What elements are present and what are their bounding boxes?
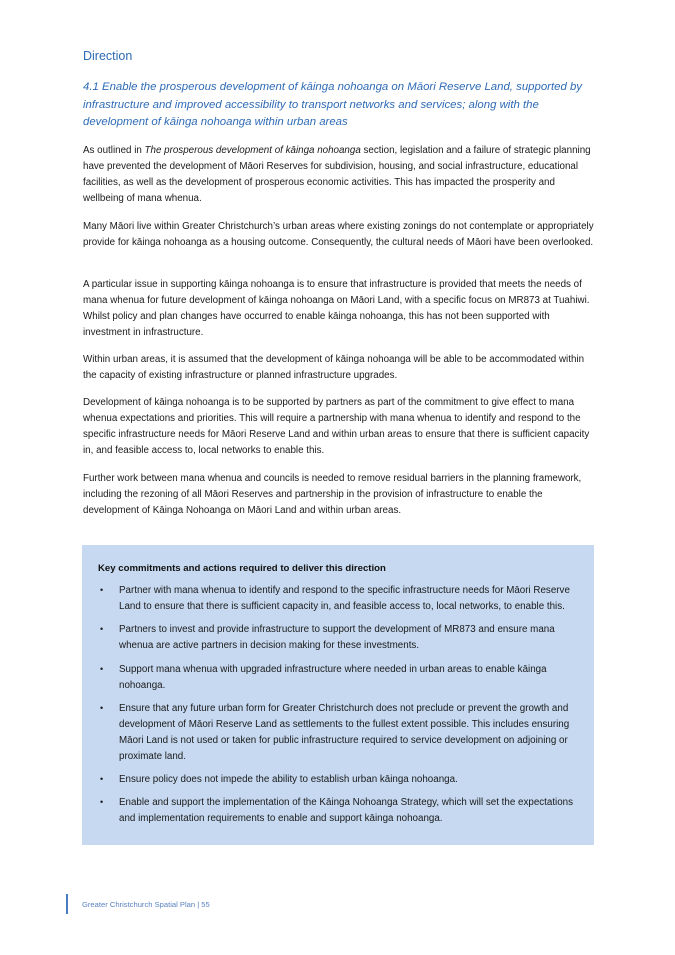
section-reference: The prosperous development of kāinga nohoanga (144, 145, 361, 156)
key-commitments-list (82, 583, 594, 835)
paragraph-urban-maori: Many Māori live within Greater Christchurch’s urban areas where existing zonings do not contemplate or appropriately provide for kāinga nohoanga as a housing outcome. Consequently, the cultural needs of Māori have been overlooked. (83, 221, 594, 248)
paragraph-intro-suffix: section, legislation and a failure of strategic planning have prevented the development of Māori Reserves for subdivision, housing, and social infrastructure, educational facilities, as well as the development of prosperous economic activities. This has impacted the prosperity and wellbeing of mana whenua. (83, 145, 591, 204)
list-item (82, 701, 594, 765)
section-heading: Direction (83, 49, 133, 63)
footer-page-label: Greater Christchurch Spatial Plan | 55 (82, 900, 210, 909)
footer-accent-bar (66, 894, 68, 914)
list-item-text: Partner with mana whenua to identify and respond to the specific infrastructure needs for Māori Reserve Land to ensure that there is sufficient capacity in, and feasible access to, local networks, to enable this. (119, 585, 570, 612)
key-commitments-box (82, 545, 594, 845)
paragraph-partner-support: Development of kāinga nohoanga is to be supported by partners as part of the commitment to give effect to mana whenua expectations and priorities. This will require a partnership with mana whenua to identify and respond to the specific infrastructure needs for Māori Reserve Land and within urban areas to ensure that there is sufficient capacity in, and feasible access to, local networks to enable this. (83, 397, 590, 456)
list-item-text: Ensure that any future urban form for Greater Christchurch does not preclude or prevent the growth and development of Māori Reserve Land as settlements to the fullest extent possible. This includes ensuring Māori Land is not used or taken for public infrastructure required to service development on adjoining or proximate land. (119, 702, 570, 762)
bullet-icon: • (100, 585, 104, 595)
list-item-text: Ensure policy does not impede the ability to establish urban kāinga nohoanga. (119, 774, 458, 786)
list-item (82, 622, 594, 654)
list-item-text: Partners to invest and provide infrastructure to support the development of MR873 and ensure mana whenua are active partners in decision making for these investments. (119, 624, 555, 652)
bullet-icon: • (100, 624, 104, 635)
key-commitments-title: Key commitments and actions required to deliver this direction (98, 563, 386, 574)
direction-subheading: 4.1 Enable the prosperous development of kāinga nohoanga on Māori Reserve Land, supported by infrastructure and improved accessibility to transport networks and services; along with the development of kāinga nohoanga within urban areas (83, 81, 582, 128)
list-item (82, 795, 594, 827)
bullet-icon: • (100, 663, 104, 674)
list-item (82, 772, 594, 788)
list-item-text: Enable and support the implementation of the Kāinga Nohoanga Strategy, which will set the expectations and implementation requirements to enable and support kāinga nohoanga. (119, 797, 574, 825)
bullet-icon: • (100, 797, 104, 808)
list-item (82, 583, 594, 615)
paragraph-intro-prefix: As outlined in (83, 145, 145, 156)
paragraph-further-work: Further work between mana whenua and councils is needed to remove residual barriers in the planning framework, including the rezoning of all Māori Reserves and partnership in the provision of infrastructure to enable the development of Kāinga Nohoanga on Māori Land and within urban areas. (83, 473, 582, 516)
bullet-icon: • (100, 774, 104, 785)
bullet-icon: • (100, 702, 104, 713)
list-item-text: Support mana whenua with upgraded infrastructure where needed in urban areas to enable kāinga nohoanga. (119, 663, 547, 691)
list-item (82, 662, 594, 694)
paragraph-infrastructure-issue: A particular issue in supporting kāinga nohoanga is to ensure that infrastructure is provided that meets the needs of mana whenua for future development of kāinga nohoanga on Māori Land, with a specific focus on MR873 at Tuahiwi. Whilst policy and plan changes have occurred to enable kāinga nohoanga, this has not been supported with investment in infrastructure. (83, 279, 590, 338)
paragraph-urban-capacity: Within urban areas, it is assumed that the development of kāinga nohoanga will be able to be accommodated within the capacity of existing infrastructure or planned infrastructure upgrades. (83, 354, 585, 381)
paragraph-intro (83, 143, 598, 207)
